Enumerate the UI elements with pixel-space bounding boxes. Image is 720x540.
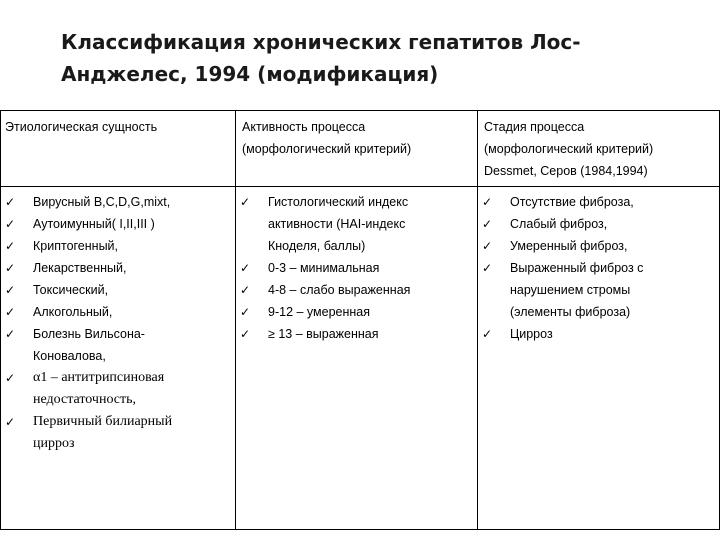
list-item <box>240 279 473 301</box>
check-icon: ✓ <box>482 261 493 275</box>
list-item <box>482 257 715 323</box>
header-stage-line-1: Стадия процесса <box>484 120 585 134</box>
item-text: 0-3 – минимальная <box>268 261 380 275</box>
check-icon: ✓ <box>482 217 493 231</box>
etiology-cell <box>1 187 236 530</box>
item-text-line-2: активности (HAI-индекс <box>268 217 406 231</box>
header-etiology <box>1 111 236 187</box>
header-stage <box>478 111 720 187</box>
header-etiology-line-1: Этиологическая сущность <box>5 120 158 134</box>
header-activity-line-2: (морфологический критерий) <box>242 142 412 156</box>
etiology-list <box>5 191 231 455</box>
check-icon: ✓ <box>5 305 16 319</box>
list-item <box>5 367 231 411</box>
stage-list <box>482 191 715 345</box>
header-activity-line-1: Активность процесса <box>242 120 366 134</box>
check-icon: ✓ <box>240 305 251 319</box>
item-text: Умеренный фиброз, <box>510 239 628 253</box>
item-text: Слабый фиброз, <box>510 217 608 231</box>
item-text: Цирроз <box>510 327 553 341</box>
item-text: Алкогольный, <box>33 305 113 319</box>
classification-table <box>0 110 720 530</box>
slide-title-line-1: Классификация хронических гепатитов Лос- <box>61 30 581 54</box>
list-item <box>5 279 231 301</box>
list-item <box>5 213 231 235</box>
item-text-line-3: (элементы фиброза) <box>510 305 631 319</box>
list-item <box>5 323 231 367</box>
list-item <box>482 323 715 345</box>
list-item <box>5 235 231 257</box>
item-text: Лекарственный, <box>33 261 127 275</box>
item-text-line-2: нарушением стромы <box>510 283 631 297</box>
check-icon: ✓ <box>482 195 493 209</box>
item-text: Аутоимунный( I,II,III ) <box>33 217 155 231</box>
list-item <box>240 323 473 345</box>
item-text: ≥ 13 – выраженная <box>268 327 379 341</box>
list-item <box>5 301 231 323</box>
item-text-line-1: Выраженный фиброз с <box>510 261 644 275</box>
item-text-line-3: Кноделя, баллы) <box>268 239 366 253</box>
item-text: Токсический, <box>33 283 109 297</box>
item-text: Отсутствие фиброза, <box>510 195 634 209</box>
check-icon: ✓ <box>240 195 251 209</box>
table-body-row <box>1 187 720 530</box>
item-text: Криптогенный, <box>33 239 119 253</box>
list-item <box>240 191 473 257</box>
check-icon: ✓ <box>240 261 251 275</box>
item-text-line-1: Гистологический индекс <box>268 195 409 209</box>
list-item <box>240 257 473 279</box>
check-icon: ✓ <box>5 327 16 341</box>
check-icon: ✓ <box>240 327 251 341</box>
check-icon: ✓ <box>5 371 16 385</box>
table-header-row <box>1 111 720 187</box>
list-item <box>482 235 715 257</box>
list-item <box>482 191 715 213</box>
item-text: Вирусный B,C,D,G,mixt, <box>33 195 171 209</box>
slide-title <box>61 26 661 90</box>
check-icon: ✓ <box>5 261 16 275</box>
slide-title-line-2: Анджелес, 1994 (модификация) <box>61 62 439 86</box>
item-text: 4-8 – слабо выраженная <box>268 283 411 297</box>
item-text-line-2: Коновалова, <box>33 349 106 363</box>
list-item <box>5 411 231 455</box>
activity-list <box>240 191 473 345</box>
check-icon: ✓ <box>5 217 16 231</box>
check-icon: ✓ <box>5 239 16 253</box>
item-text: 9-12 – умеренная <box>268 305 371 319</box>
item-text-line-1: Первичный билиарный <box>33 414 173 429</box>
header-activity <box>236 111 478 187</box>
item-text-line-1: α1 – антитрипсиновая <box>33 370 165 385</box>
check-icon: ✓ <box>5 283 16 297</box>
stage-cell <box>478 187 720 530</box>
header-stage-line-2: (морфологический критерий) <box>484 142 654 156</box>
list-item <box>5 257 231 279</box>
header-stage-line-3: Dessmet, Серов (1984,1994) <box>484 164 648 178</box>
list-item <box>240 301 473 323</box>
check-icon: ✓ <box>482 239 493 253</box>
item-text-line-2: цирроз <box>33 436 75 451</box>
item-text-line-1: Болезнь Вильсона- <box>33 327 145 341</box>
list-item <box>482 213 715 235</box>
list-item <box>5 191 231 213</box>
check-icon: ✓ <box>240 283 251 297</box>
check-icon: ✓ <box>5 415 16 429</box>
item-text-line-2: недостаточность, <box>33 392 137 407</box>
check-icon: ✓ <box>482 327 493 341</box>
activity-cell <box>236 187 478 530</box>
check-icon: ✓ <box>5 195 16 209</box>
